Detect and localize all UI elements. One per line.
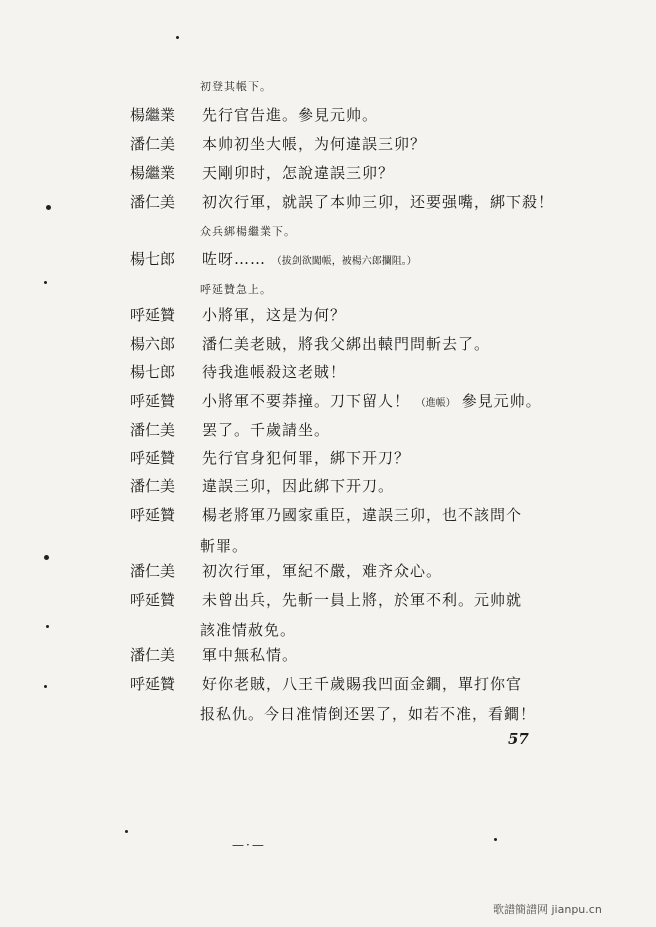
scan-speck (125, 830, 128, 833)
dialogue-text: 軍中無私情。 (202, 646, 299, 664)
dialogue-text-main: 咗呀…… (202, 250, 267, 268)
dialogue-text: 先行官身犯何罪，綁下开刀？ (202, 449, 411, 467)
speaker-name: 潘仁美 (130, 477, 176, 495)
stage-note: （拔剑欲闖帳，被楊六郎攔阻。） (271, 256, 417, 267)
speaker-name: 潘仁美 (130, 646, 176, 664)
dialogue-text: 潘仁美老賊，將我父綁出轅門問斬去了。 (202, 335, 491, 353)
dialogue-text: 初次行軍，軍紀不嚴，难齐众心。 (202, 562, 443, 580)
dialogue-text: 楊老將軍乃國家重臣，違誤三卯，也不該問个 (202, 506, 523, 524)
speaker-name: 潘仁美 (130, 421, 176, 439)
speaker-name: 潘仁美 (130, 135, 176, 153)
scan-speck (494, 838, 497, 841)
dialogue-text-after: 參見元帅。 (461, 392, 542, 410)
dialogue-text: 小將軍，这是为何？ (202, 306, 347, 324)
speaker-name: 潘仁美 (130, 562, 176, 580)
scan-speck (46, 205, 51, 210)
stage-direction: 呼延贊急上。 (200, 283, 272, 296)
dialogue-text: 好你老賊，八王千歲賜我凹面金鐧，單打你官 (202, 675, 523, 693)
footer-mark: —·— (232, 838, 266, 852)
scan-speck (44, 685, 47, 688)
stage-direction: 初登其帳下。 (200, 80, 272, 93)
dialogue-text: 先行官告進。參見元帅。 (202, 106, 379, 124)
dialogue-continuation: 斬罪。 (200, 537, 249, 555)
speaker-name: 楊七郎 (130, 250, 176, 268)
dialogue-text: 罢了。千歲請坐。 (202, 421, 331, 439)
speaker-name: 呼延贊 (130, 675, 176, 693)
scan-speck (44, 555, 49, 560)
speaker-name: 呼延贊 (130, 392, 176, 410)
speaker-name: 楊繼業 (130, 106, 176, 124)
stage-direction: 众兵綁楊繼業下。 (200, 225, 296, 238)
scan-speck (44, 281, 47, 284)
scan-speck (46, 625, 49, 628)
speaker-name: 潘仁美 (130, 193, 176, 211)
dialogue-text: 待我進帳殺这老賊！ (202, 363, 347, 381)
speaker-name: 呼延贊 (130, 506, 176, 524)
page-number: 57 (508, 730, 529, 748)
speaker-name: 呼延贊 (130, 449, 176, 467)
dialogue-text (202, 250, 562, 271)
dialogue-text: 未曾出兵，先斬一員上將，於軍不利。元帅就 (202, 591, 523, 609)
dialogue-text: 違誤三卯，因此綁下开刀。 (202, 477, 395, 495)
watermark: 歌譜簡譜网 jianpu.cn (493, 903, 602, 916)
speaker-name: 楊六郎 (130, 335, 176, 353)
dialogue-text: 天剛卯时，怎說違誤三卯？ (202, 164, 395, 182)
dialogue-text-main: 小將軍不要莽撞。刀下留人！ (202, 392, 411, 410)
dialogue-text: 本帅初坐大帳，为何違誤三卯？ (202, 135, 427, 153)
speaker-name: 呼延贊 (130, 306, 176, 324)
dialogue-continuation: 該准情赦免。 (200, 621, 297, 639)
dialogue-text (202, 392, 562, 413)
stage-note: （進帳） (415, 398, 456, 409)
speaker-name: 楊繼業 (130, 164, 176, 182)
speaker-name: 楊七郎 (130, 363, 176, 381)
speaker-name: 呼延贊 (130, 591, 176, 609)
dialogue-text: 初次行軍，就誤了本帅三卯，还要强嘴，綁下殺！ (202, 193, 555, 211)
scan-speck (176, 36, 179, 39)
dialogue-continuation: 报私仇。今日准情倒还罢了，如若不准，看鐧！ (200, 705, 537, 723)
